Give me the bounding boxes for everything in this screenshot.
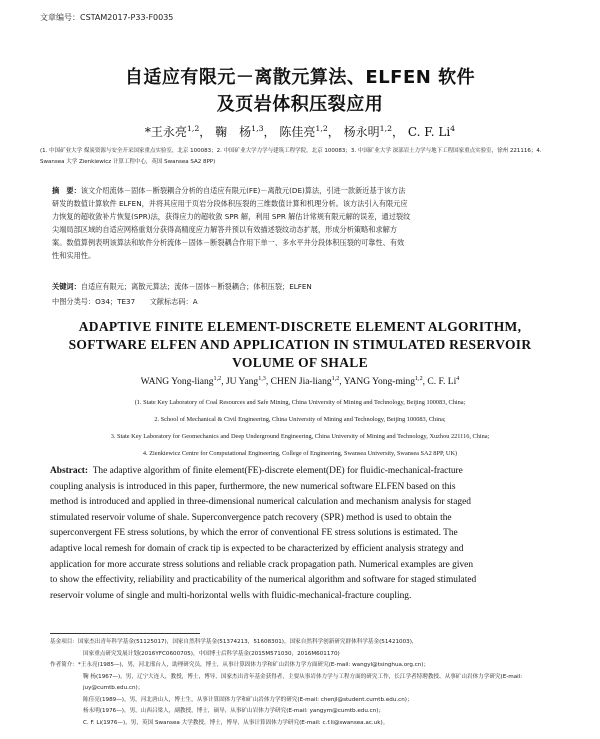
author-prefix: *: [144, 125, 151, 139]
zh-author: 杨永明: [343, 125, 380, 139]
en-affiliation-line: 2. School of Mechanical & Civil Engineering, China University of Mining and Technology, Beijing 100083, China;: [154, 416, 446, 423]
footnote-divider: [50, 633, 200, 634]
en-affiliation-line: 4. Zienkiewicz Centre for Computational Engineering, College of Engineering, Swansea University, Swansea SA2 8PP, UK): [142, 450, 458, 457]
en-abstract-line: application for more accurate stress solutions and reliable crack propagation path. Numerical examples are given: [50, 559, 474, 570]
en-abstract-line: superconvergent FE stress solutions, by which the error of conventional FE stress solutions is estimated. The: [50, 528, 458, 539]
en-title-line: VOLUME OF SHALE: [232, 355, 368, 370]
en-abstract-line: method is introduced and applied in three-dimensional numerical calculation and mechanism analysis for staged: [50, 497, 471, 508]
en-author: YANG Yong-ming: [343, 377, 415, 387]
en-author-sup: 1,2: [213, 375, 222, 382]
footnote-line: C. F. Li(1976—)，男，英国 Swansea 大学教授，博士，博导，从事计算固体力学研究(E-mail: c.f.li@swansea.ac.uk)。: [83, 719, 389, 726]
footnote-line: 陈佳亮(1989—)，男，河北唐山人，博士生，从事计算固体力学和矿山岩体力学的研究(E-mail: chenjl@student.cumtb.edu.cn)；: [83, 696, 413, 703]
en-author: JU Yang: [225, 377, 259, 387]
en-title: [0, 318, 600, 372]
footnote-line: 鞠 杨(1967—)，男，辽宁大连人，教授，博士，博导，国家杰出青年基金获得者，主要从事岩体力学与工程方面的研究工作，长江学者特聘教授、从事矿山岩体力学研究(E-mail: juy@cumtb.edu.cn)；: [83, 673, 523, 691]
zh-title-line2: 及页岩体积压裂应用: [216, 94, 384, 115]
zh-abstract-line: 研发的数值计算软件 ELFEN，并将其应用于页岩分段体积压裂的三维数值计算和机理分析。该方法引入有限元应: [52, 199, 408, 208]
zh-keywords: 关键词：自适应有限元；离散元算法；流体－固体－断裂耦合；体积压裂；ELFEN: [52, 282, 312, 291]
zh-author-sup: 1,2: [186, 124, 200, 133]
zh-abstract-line: 力恢复的超收敛补片恢复(SPR)法，获得应力的超收敛 SPR 解，利用 SPR 解估计常规有限元解的误差，通过裂纹: [52, 212, 411, 221]
article-number: 文章编号：CSTAM2017-P33-F0035: [40, 13, 174, 22]
en-abstract-line: adaptive local remesh for domain of crack tip is expected to be characterized by efficient analysis strategy and: [50, 543, 464, 554]
zh-author: 王永亮: [150, 125, 187, 139]
en-affiliation-line: 3. State Key Laboratory for Geomechanics and Deep Underground Engineering, China University of Mining and Technology, Xuzhou 221116, China;: [110, 433, 490, 440]
en-abstract-label: Abstract:: [50, 466, 89, 476]
en-author-list: WANG Yong-liang$^{1,2}$, JU Yang$^{1,3}$, CHEN Jia-liang$^{1,2}$, YANG Yong-ming$^{1,2}$, C. F. Li$^4$: [140, 375, 460, 387]
zh-classification: 中图分类号：O34；TE37 文献标志码：A: [52, 297, 198, 306]
en-author: C. F. Li: [427, 377, 457, 387]
zh-abstract-line: 案。数值算例表明该算法和软件分析流体－固体－断裂耦合作用下单一、多水平井分段体积压裂的可靠性、有效: [52, 238, 405, 247]
en-author-sup: 1,2: [331, 375, 340, 382]
en-affiliations: [0, 394, 600, 462]
zh-author-sup: 1,3: [251, 124, 264, 133]
en-title-line: SOFTWARE ELFEN AND APPLICATION IN STIMULATED RESERVOIR: [68, 337, 532, 352]
zh-abstract-line: 尖端局部区域的自适应网格重划分获得高精度应力解答并预以有效描述裂纹动态扩展，形成分析策略和求解方: [52, 225, 398, 234]
zh-author-sup: 4: [450, 124, 456, 133]
zh-title-line1: 自适应有限元－离散元算法、ELFEN 软件: [124, 67, 476, 88]
en-author-sup: 1,2: [414, 375, 423, 382]
en-abstract-line: stimulated reservoir volume of shale. Superconvergence patch recovery (SPR) method is used to obtain the: [50, 512, 452, 523]
zh-affiliations: (1. 中国矿业大学 煤炭资源与安全开采国家重点实验室，北京 100083；2. 中国矿业大学力学与建筑工程学院，北京 100083；3. 中国矿业大学 深部岩土力学与地下工程国家重点实验室，徐州 221116；4. Swansea 大学 Zienkiewicz 计算工程中心，英国 Swansea SA2 8PP): [40, 148, 542, 165]
footnote-line: 杨永明(1976—)，男，山西吕梁人，副教授，博士，硕导，从事矿山岩体力学研究(E-mail: yangym@cumtb.edu.cn)；: [83, 708, 385, 714]
en-author-sup: 4: [456, 375, 460, 382]
zh-author: 陈佳亮: [279, 125, 316, 139]
en-abstract-line: Abstract: The adaptive algorithm of finite element(FE)-discrete element(DE) for fluidic-mechanical-fracture: [50, 466, 463, 476]
zh-abstract-line: 摘 要：该文介绍流体－固体－断裂耦合分析的自适应有限元(FE)－离散元(DE)算法，引进一款新近基于该方法: [52, 186, 406, 195]
en-affiliation-line: (1. State Key Laboratory of Coal Resources and Safe Mining, China University of Mining and Technology, Beijing 100083, China;: [134, 399, 466, 406]
footnote-line: 国家重点研究发展计划(2016YFC0600705)，中国博士后科学基金(2015M571030，2016M601170): [83, 650, 340, 657]
footnote-line: 基金项目：国家杰出青年科学基金(51125017)，国家自然科学基金(51374213，51608301)，国家自然科学创新研究群体科学基金(51421003)，: [50, 639, 418, 645]
zh-abstract: [52, 184, 548, 262]
en-abstract-line: reservoir volume of single and multi-horizontal wells with fluidic-mechanical-fracture coupling.: [50, 590, 412, 601]
zh-abstract-label: 摘 要：: [52, 186, 81, 195]
en-author-sup: 1,3: [258, 375, 266, 382]
en-author: WANG Yong-liang: [140, 377, 214, 387]
en-abstract-line: coupling analysis is introduced in this paper, furthermore, the new numerical software ELFEN based on this: [50, 481, 456, 492]
zh-author: 鞠 杨: [215, 125, 252, 139]
zh-abstract-line: 性和实用性。: [52, 251, 96, 260]
en-title-line: ADAPTIVE FINITE ELEMENT-DISCRETE ELEMENT ALGORITHM,: [78, 319, 522, 334]
zh-author: C. F. Li: [407, 125, 451, 139]
en-abstract-line: to show the effectivity, reliability and practicability of the numerical algorithm and software for staged stimulated: [50, 575, 477, 586]
zh-keywords-label: 关键词：: [52, 282, 81, 291]
footnote-line: 作者简介：*王永亮(1985—)，男，河北邢台人，助理研究员，博士，从事计算固体力学和矿山岩体力学方面研究(E-mail: wangyl@tsinghua.org.cn)；: [50, 662, 430, 668]
footnotes: [50, 637, 560, 729]
zh-author-sup: 1,2: [379, 124, 393, 133]
en-author: CHEN Jia-liang: [270, 377, 332, 387]
en-abstract: [50, 464, 550, 604]
zh-author-list: *王永亮$^{1,2}$， 鞠 杨$^{1,3}$， 陈佳亮$^{1,2}$， 杨永明$^{1,2}$， C. F. Li$^4$: [144, 124, 456, 139]
zh-author-sup: 1,2: [315, 124, 328, 133]
